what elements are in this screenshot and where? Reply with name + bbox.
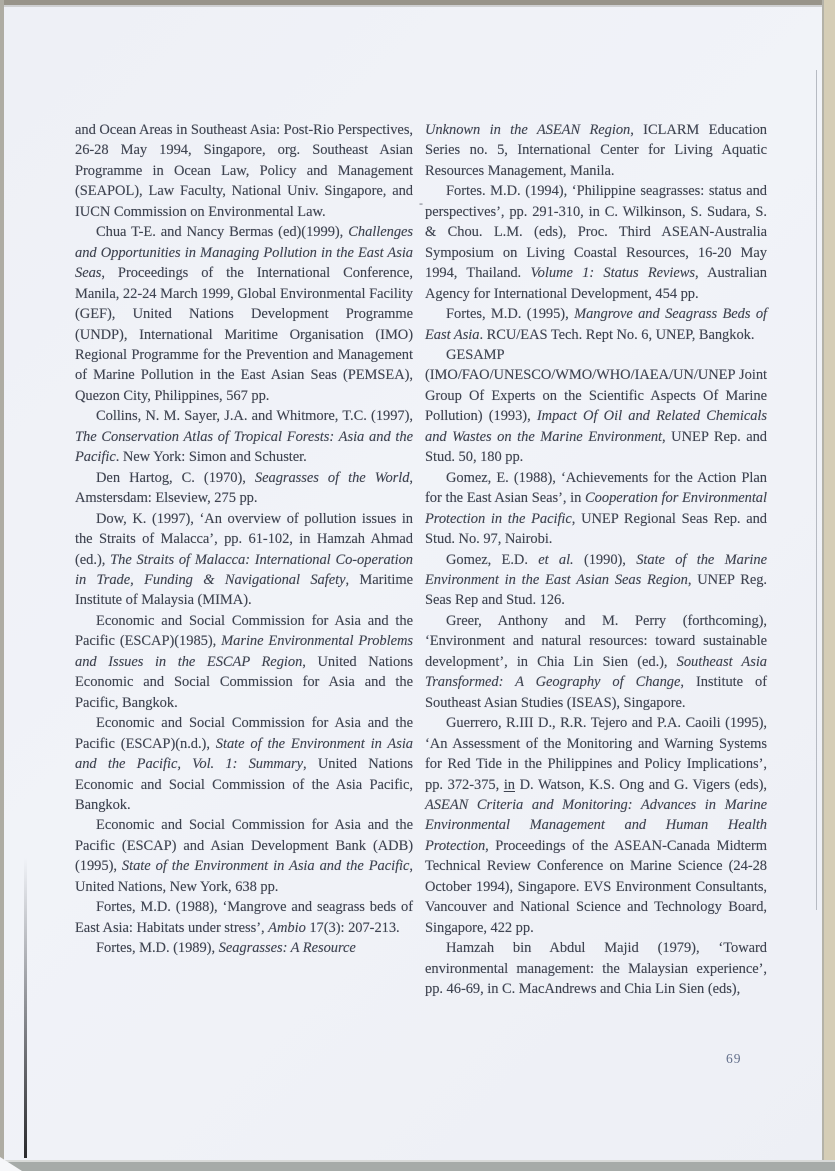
page-number: 69 — [726, 1051, 742, 1066]
reference-text-segment: , UNEP Regional Seas Rep. and Stud. No. 97, Nairobi. — [425, 510, 767, 548]
reference-entry — [425, 468, 767, 550]
reference-text-segment: Guerrero, R.III D., R.R. Tejero and P.A. Caoili (1995), ‘An Assessment of the Monitoring and Warning Systems for Red Tide in the Philippines and Policy Implications’, pp. 372-375, — [425, 715, 767, 793]
reference-text-segment: , UNEP Rep. and Stud. 50, 180 pp. — [425, 428, 767, 466]
reference-text-segment: Challenges and Opportunities in Managing Pollution in the East Asia Seas — [75, 224, 413, 282]
reference-text-segment: Cooperation for Environmental Protection in the Pacific — [425, 490, 767, 527]
reference-text-segment: State of the Environment in Asia and the Pacific, Vol. 1: Summary — [75, 735, 413, 773]
reference-text-segment: . RCU/EAS Tech. Rept No. 6, UNEP, Bangkok. — [479, 326, 755, 343]
reference-entry — [75, 222, 413, 406]
reference-entry — [425, 304, 767, 345]
reference-entry — [75, 897, 413, 938]
scan-edge-left — [0, 0, 4, 1171]
scan-edge-top-shadow — [0, 5, 835, 7]
reference-text-segment: , Proceedings of the International Conference, Manila, 22-24 March 1999, Global Environmental Facility (GEF), United Nations Development Programme (UNDP), International Maritime Organisation (IMO) Regional Programme for the Prevention and Management of Marine Pollution in the East Asian Seas (PEMSEA), Quezon City, Philippines, 567 pp. — [75, 265, 413, 404]
reference-text-segment: Chua T-E. and Nancy Bermas (ed)(1999), — [96, 224, 349, 241]
reference-text-segment: Den Hartog, C. (1970), — [96, 469, 255, 486]
page-edge-line-right — [822, 0, 824, 1171]
reference-text-segment: Greer, Anthony and M. Perry (forthcoming), ‘Environment and natural resources: toward sustainable development’, in Chia Lin Sien (ed.), — [425, 612, 767, 670]
reference-text-segment: D. Watson, K.S. Ong and G. Vigers (eds), — [515, 776, 767, 793]
reference-text-segment: Southeast Asia Transformed: A Geography of Change — [425, 653, 767, 691]
page-corner-curl — [0, 1157, 22, 1171]
reference-text-segment: Gomez, E. (1988), ‘Achievements for the Action Plan for the East Asian Seas’, in — [425, 469, 767, 507]
reference-text-segment: , United Nations, New York, 638 pp. — [75, 858, 413, 895]
reference-text-segment: Collins, N. M. Sayer, J.A. and Whitmore, T.C. (1997), — [96, 408, 413, 425]
reference-text-segment: Fortes, M.D. (1988), ‘Mangrove and seagrass beds of East Asia: Habitats under stress’, — [75, 899, 413, 936]
references-column-left — [75, 120, 413, 959]
reference-text-segment: Dow, K. (1997), ‘An overview of pollution issues in the Straits of Malacca’, pp. 61-102, in Hamzah Ahmad (ed.), — [75, 510, 413, 568]
reference-text-segment: ASEAN Criteria and Monitoring: Advances in Marine Environmental Management and Human Health Protection — [425, 796, 767, 854]
reference-text-segment: Fortes, M.D. (1995), — [446, 306, 575, 323]
reference-text-segment: Economic and Social Commission for Asia and the Pacific (ESCAP)(n.d.), — [75, 715, 413, 752]
reference-entry — [425, 938, 767, 999]
scan-edge-right — [824, 0, 835, 1171]
reference-text-segment: Ambio — [268, 919, 306, 936]
reference-text-segment: Unknown in the ASEAN Region — [425, 122, 631, 138]
reference-text-segment: Hamzah bin Abdul Majid (1979), ‘Toward environmental management: the Malaysian experience’, pp. 46-69, in C. MacAndrews and Chia Lin Sien (eds), — [425, 940, 767, 998]
reference-text-segment: , UNEP Reg. Seas Rep and Stud. 126. — [425, 571, 767, 609]
reference-text-segment: , Amstersdam: Elseview, 275 pp. — [75, 469, 413, 507]
reference-entry — [75, 468, 413, 509]
reference-entry — [425, 345, 767, 468]
reference-text-segment: Gomez, E.D. — [446, 551, 539, 568]
scan-edge-bottom — [0, 1162, 835, 1171]
reference-text-segment: Mangrove and Seagrass Beds of East Asia — [425, 306, 767, 343]
reference-text-segment: Seagrasses: A Resource — [218, 940, 356, 957]
reference-text-segment: Impact Of Oil and Related Chemicals and Wastes on the Marine Environment — [425, 408, 767, 445]
reference-text-segment: . New York: Simon and Schuster. — [115, 449, 307, 466]
reference-text-segment: , United Nations Economic and Social Commission of the Asia Pacific, Bangkok. — [75, 756, 413, 813]
reference-entry — [425, 550, 767, 611]
reference-text-segment: , ICLARM Education Series no. 5, International Center for Living Aquatic Resources Management, Manila. — [425, 122, 767, 179]
reference-text-segment: , Proceedings of the ASEAN-Canada Midterm Technical Review Conference on Marine Science (24-28 October 1994), Singapore. EVS Environment Consultants, Vancouver and National Science and Technology Board, Singapore, 422 pp. — [425, 837, 767, 936]
reference-entry — [75, 509, 413, 611]
reference-text-segment: and Ocean Areas in Southeast Asia: Post-Rio Perspectives, 26-28 May 1994, Singapore, org. Southeast Asian Programme in Ocean Law, Policy and Management (SEAPOL), Law Faculty, National Univ. Singapore, and IUCN Commission on Environmental Law. — [75, 122, 413, 220]
reference-entry — [425, 181, 767, 304]
reference-text-segment: Economic and Social Commission for Asia and the Pacific (ESCAP) and Asian Development Bank (ADB)(1995), — [75, 817, 413, 875]
reference-text-segment: , Australian Agency for International Development, 454 pp. — [425, 265, 767, 302]
references-column-right — [425, 120, 767, 999]
reference-text-segment: The Straits of Malacca: International Co-operation in Trade, Funding & Navigational Safety — [75, 551, 413, 588]
scan-edge-bottom-shadow — [0, 1160, 835, 1162]
reference-text-segment: Marine Environmental Problems and Issues in the ESCAP Region — [75, 633, 413, 670]
reference-entry — [425, 713, 767, 938]
reference-entry — [75, 120, 413, 222]
reference-text-segment: The Conservation Atlas of Tropical Forests: Asia and the Pacific — [75, 428, 413, 466]
reference-entry — [75, 611, 413, 713]
reference-entry — [425, 120, 767, 181]
reference-text-segment: 17(3): 207-213. — [305, 919, 400, 936]
reference-entry — [75, 938, 413, 958]
page-inner-rule — [816, 70, 817, 910]
reference-text-segment: (1990), — [573, 551, 637, 568]
page-crease-line — [24, 858, 27, 1158]
reference-text-segment: Seagrasses of the World — [254, 469, 410, 486]
reference-text-segment: State of the Marine Environment in the East Asian Seas Region — [425, 551, 767, 588]
reference-text-segment: , Institute of Southeast Asian Studies (ISEAS), Singapore. — [425, 674, 767, 711]
reference-text-segment: State of the Environment in Asia and the Pacific — [121, 858, 410, 875]
reference-text-segment: Volume 1: Status Reviews — [530, 265, 696, 282]
reference-text-segment: , United Nations Economic and Social Commission for Asia and the Pacific, Bangkok. — [75, 653, 413, 711]
reference-text-segment: et al. — [538, 551, 574, 568]
reference-text-segment: in — [503, 776, 515, 793]
stray-ink-mark: - — [419, 196, 423, 210]
reference-entry — [75, 406, 413, 467]
reference-text-segment: Economic and Social Commission for Asia and the Pacific (ESCAP)(1985), — [75, 612, 413, 650]
reference-text-segment: Fortes, M.D. (1989), — [96, 940, 219, 957]
reference-entry — [425, 611, 767, 713]
reference-text-segment: Fortes. M.D. (1994), ‘Philippine seagrasses: status and perspectives’, pp. 291-310, in C. Wilkinson, S. Sudara, S. & Chou. L.M. (eds), Proc. Third ASEAN-Australia Symposium on Living Coastal Resources, 16-20 May 1994, Thailand. — [425, 183, 767, 282]
reference-text-segment: GESAMP (IMO/FAO/UNESCO/WMO/WHO/IAEA/UN/UNEP Joint Group Of Experts on the Scientific Aspects Of Marine Pollution) (1993), — [425, 346, 767, 425]
reference-entry — [75, 713, 413, 815]
reference-text-segment: , Maritime Institute of Malaysia (MIMA). — [75, 571, 413, 609]
reference-entry — [75, 815, 413, 897]
